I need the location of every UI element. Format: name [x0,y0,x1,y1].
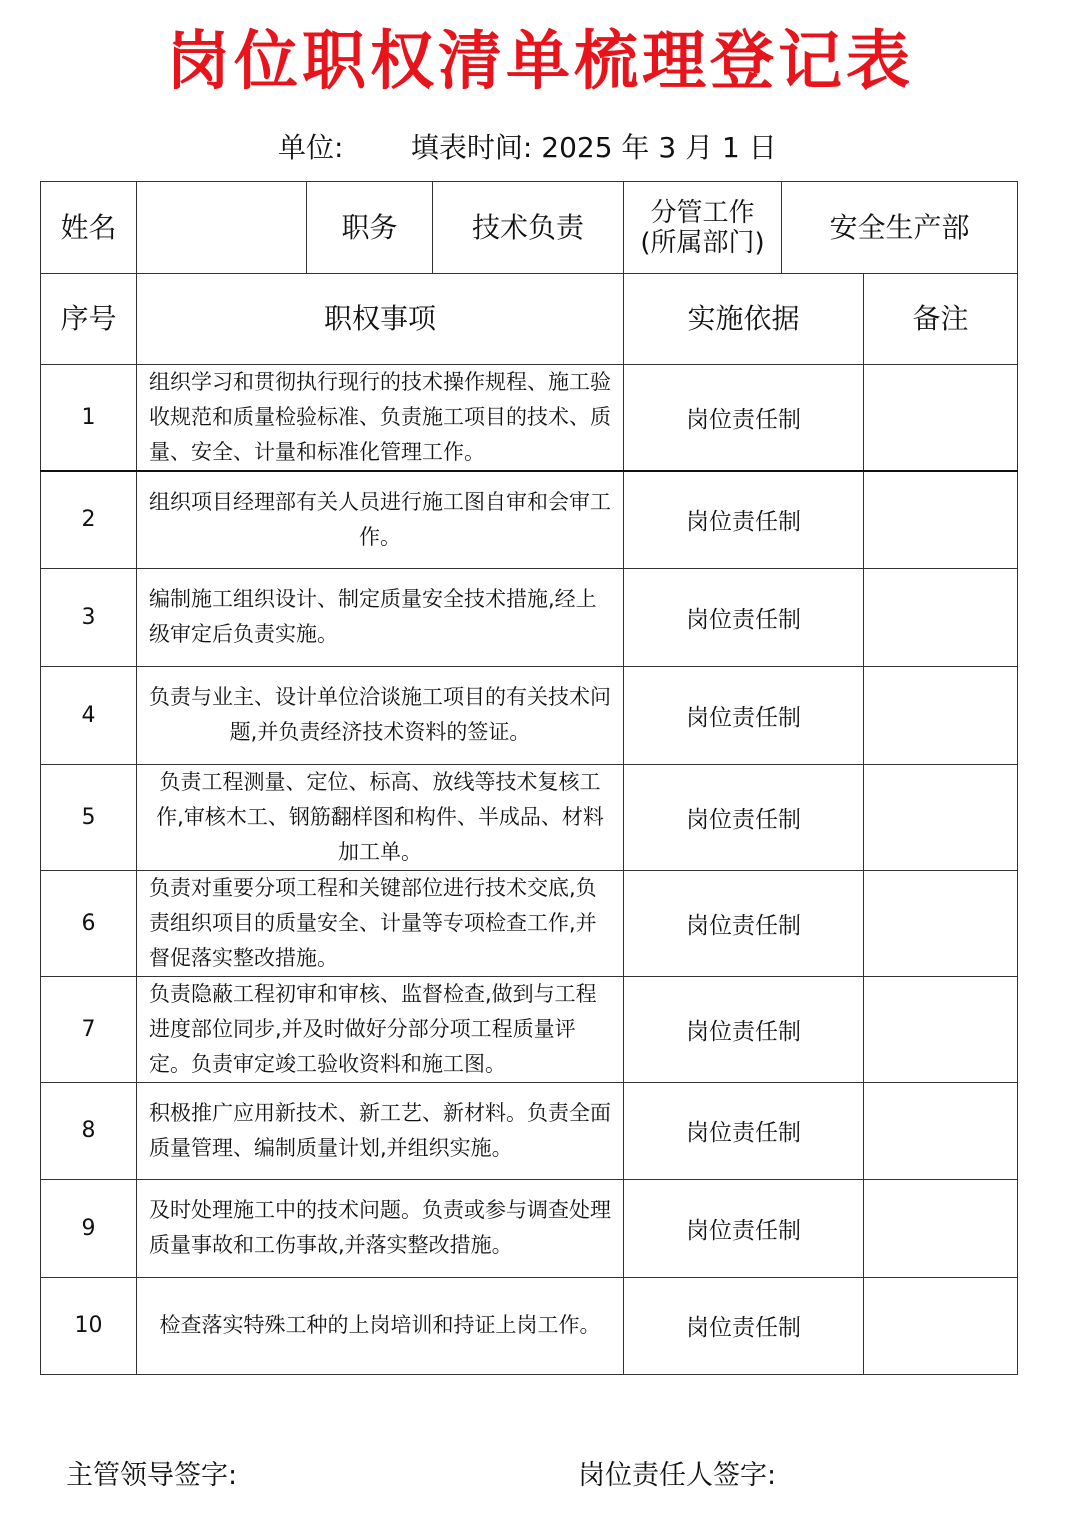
form-subheader [278,128,777,168]
column-header-row [41,274,1018,365]
position-label: 职务 [307,182,433,274]
fill-day: 1 [722,131,740,164]
row-item: 及时处理施工中的技术问题。负责或参与调查处理质量事故和工伤事故,并落实整改措施。 [137,1179,624,1277]
col-basis: 实施依据 [624,274,864,365]
row-seq: 3 [41,568,137,666]
row-basis: 岗位责任制 [624,1277,864,1374]
row-seq: 1 [41,365,137,472]
leader-signature-label: 主管领导签字: [66,1460,238,1491]
fill-time-label: 填表时间: [410,131,533,164]
position-value[interactable]: 技术负责 [433,182,624,274]
row-item: 负责对重要分项工程和关键部位进行技术交底,负责组织项目的质量安全、计量等专项检查工作,并督促落实整改措施。 [137,870,624,976]
row-basis: 岗位责任制 [624,764,864,870]
row-remark[interactable] [864,568,1018,666]
row-basis: 岗位责任制 [624,666,864,764]
row-basis: 岗位责任制 [624,365,864,472]
row-seq: 4 [41,666,137,764]
row-seq: 9 [41,1179,137,1277]
table-row [41,365,1018,472]
row-remark[interactable] [864,764,1018,870]
table-row [41,1179,1018,1277]
dept-value[interactable]: 安全生产部 [782,182,1018,274]
row-item: 积极推广应用新技术、新工艺、新材料。负责全面质量管理、编制质量计划,并组织实施。 [137,1082,624,1179]
row-basis: 岗位责任制 [624,568,864,666]
row-basis: 岗位责任制 [624,976,864,1082]
fill-day-unit: 日 [748,131,777,164]
row-basis: 岗位责任制 [624,471,864,568]
row-seq: 7 [41,976,137,1082]
row-remark[interactable] [864,1082,1018,1179]
table-row [41,870,1018,976]
row-remark[interactable] [864,666,1018,764]
dept-label [624,182,782,274]
row-remark[interactable] [864,1277,1018,1374]
row-remark[interactable] [864,976,1018,1082]
col-remark: 备注 [864,274,1018,365]
row-seq: 8 [41,1082,137,1179]
table-row [41,666,1018,764]
table-row [41,1082,1018,1179]
name-label: 姓名 [41,182,137,274]
row-seq: 6 [41,870,137,976]
row-basis: 岗位责任制 [624,870,864,976]
row-item: 组织学习和贯彻执行现行的技术操作规程、施工验收规范和质量检验标准、负责施工项目的技术、质量、安全、计量和标准化管理工作。 [137,365,624,472]
row-item: 负责工程测量、定位、标高、放线等技术复核工作,审核木工、钢筋翻样图和构件、半成品、材料加工单。 [137,764,624,870]
col-item: 职权事项 [137,274,624,365]
row-item: 负责与业主、设计单位洽谈施工项目的有关技术问题,并负责经济技术资料的签证。 [137,666,624,764]
table-row [41,1277,1018,1374]
row-seq: 10 [41,1277,137,1374]
row-remark[interactable] [864,471,1018,568]
fill-month: 3 [658,131,677,164]
duty-table [40,181,1018,1375]
row-basis: 岗位责任制 [624,1179,864,1277]
fill-month-unit: 月 [685,131,714,164]
table-row [41,568,1018,666]
row-remark[interactable] [864,365,1018,472]
row-remark[interactable] [864,1179,1018,1277]
fill-year: 2025 [541,131,613,164]
table-row [41,764,1018,870]
table-row [41,976,1018,1082]
name-value[interactable] [137,182,307,274]
row-basis: 岗位责任制 [624,1082,864,1179]
info-row [41,182,1018,274]
row-seq: 2 [41,471,137,568]
row-seq: 5 [41,764,137,870]
row-item: 组织项目经理部有关人员进行施工图自审和会审工作。 [137,471,624,568]
responsible-signature-label: 岗位责任人签字: [578,1460,777,1491]
row-item: 负责隐蔽工程初审和审核、监督检查,做到与工程进度部位同步,并及时做好分部分项工程质量评定。负责审定竣工验收资料和施工图。 [137,976,624,1082]
col-seq: 序号 [41,274,137,365]
row-remark[interactable] [864,870,1018,976]
row-item: 检查落实特殊工种的上岗培训和持证上岗工作。 [137,1277,624,1374]
unit-label: 单位: [278,131,344,164]
dept-label-line1: 分管工作 [650,197,755,228]
row-item: 编制施工组织设计、制定质量安全技术措施,经上级审定后负责实施。 [137,568,624,666]
table-row [41,471,1018,568]
page-title: 岗位职权清单梳理登记表 [166,25,914,99]
fill-year-unit: 年 [621,131,650,164]
dept-label-line2: (所属部门) [640,227,765,258]
